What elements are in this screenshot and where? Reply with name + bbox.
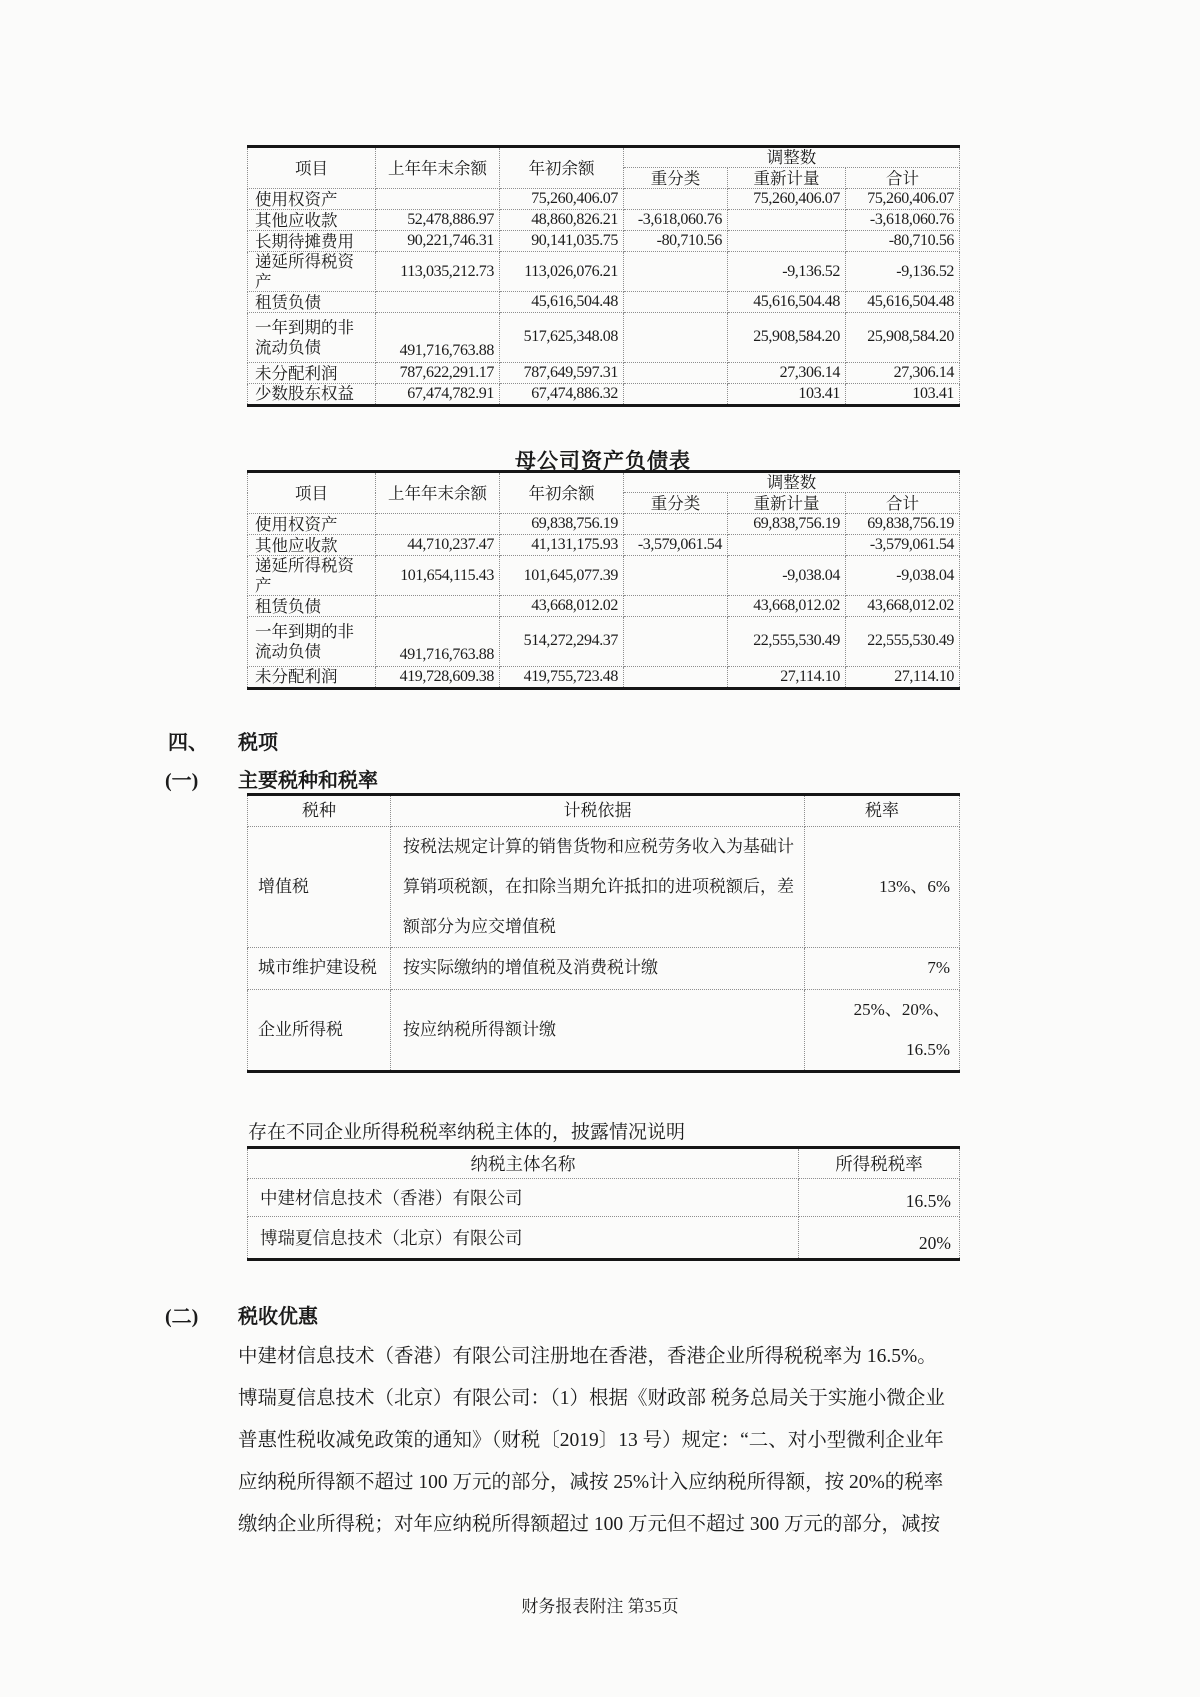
col-header-total: 合计 <box>846 493 960 514</box>
cell-reclassification <box>624 596 728 617</box>
col-header-begin-balance: 年初余额 <box>500 147 624 189</box>
table-row <box>248 1217 960 1260</box>
table-row <box>248 617 960 667</box>
paragraph-line: 缴纳企业所得税；对年应纳税所得额超过 100 万元但不超过 300 万元的部分，减按 <box>238 1514 941 1535</box>
cell-total: 27,306.14 <box>846 363 960 384</box>
subsection-title: 主要税种和税率 <box>238 770 378 792</box>
cell-item: 少数股东权益 <box>248 384 376 405</box>
cell-prev-balance: 113,035,212.73 <box>376 252 500 292</box>
col-header-adjustments: 调整数 <box>624 472 960 493</box>
table-row <box>248 1179 960 1217</box>
table-row <box>248 514 960 535</box>
cell-begin-balance: 517,625,348.08 <box>500 313 624 363</box>
cell-remeasurement: 103.41 <box>728 384 846 405</box>
cell-prev-balance: 101,654,115.43 <box>376 556 500 596</box>
section-number: 四、 <box>168 732 208 754</box>
cell-tax-rate: 13%、6% <box>805 827 960 948</box>
col-header-tax-type: 税种 <box>248 795 391 827</box>
page-footer: 财务报表附注 第35页 <box>521 1597 679 1616</box>
cell-taxpayer-entity: 中建材信息技术（香港）有限公司 <box>248 1179 799 1217</box>
subsection-tax-types-heading <box>165 764 378 793</box>
tax-rate-table <box>247 793 960 1073</box>
col-header-tax-rate: 税率 <box>805 795 960 827</box>
table-row <box>248 667 960 688</box>
cell-item: 租赁负债 <box>248 596 376 617</box>
cell-reclassification <box>624 514 728 535</box>
cell-total: -9,136.52 <box>846 252 960 292</box>
cell-remeasurement: -9,136.52 <box>728 252 846 292</box>
cell-begin-balance: 101,645,077.39 <box>500 556 624 596</box>
subsection-title: 税收优惠 <box>238 1306 318 1328</box>
cell-begin-balance: 45,616,504.48 <box>500 292 624 313</box>
cell-reclassification <box>624 363 728 384</box>
subsection-number: (一) <box>165 770 199 792</box>
cell-total: 43,668,012.02 <box>846 596 960 617</box>
cell-begin-balance: 69,838,756.19 <box>500 514 624 535</box>
cell-prev-balance: 419,728,609.38 <box>376 667 500 688</box>
cell-item: 租赁负债 <box>248 292 376 313</box>
cell-begin-balance: 90,141,035.75 <box>500 231 624 252</box>
cell-total: -9,038.04 <box>846 556 960 596</box>
consolidated-adjustment-table <box>247 145 960 407</box>
taxpayer-rate-table <box>247 1146 960 1261</box>
col-header-tax-basis: 计税依据 <box>391 795 805 827</box>
col-header-item: 项目 <box>248 147 376 189</box>
cell-income-tax-rate: 20% <box>799 1217 960 1260</box>
col-header-prev-balance: 上年年末余额 <box>376 472 500 514</box>
cell-item: 递延所得税资产 <box>248 556 376 596</box>
cell-total: 69,838,756.19 <box>846 514 960 535</box>
tax-incentive-paragraph <box>238 1336 964 1546</box>
table-row <box>248 292 960 313</box>
cell-total: -3,579,061.54 <box>846 535 960 556</box>
cell-tax-basis: 按实际缴纳的增值税及消费税计缴 <box>391 948 805 990</box>
cell-prev-balance <box>376 189 500 210</box>
cell-prev-balance <box>376 514 500 535</box>
table-row <box>248 596 960 617</box>
table-row <box>248 948 960 990</box>
cell-reclassification <box>624 313 728 363</box>
col-header-begin-balance: 年初余额 <box>500 472 624 514</box>
paragraph-line: 博瑞夏信息技术（北京）有限公司：（1）根据《财政部 税务总局关于实施小微企业 <box>238 1388 945 1409</box>
table-row <box>248 535 960 556</box>
cell-reclassification <box>624 384 728 405</box>
cell-begin-balance: 514,272,294.37 <box>500 617 624 667</box>
subsection-number: (二) <box>165 1306 199 1328</box>
cell-prev-balance: 67,474,782.91 <box>376 384 500 405</box>
table-row <box>248 313 960 363</box>
cell-prev-balance: 491,716,763.88 <box>376 617 500 667</box>
table-row <box>248 827 960 948</box>
cell-reclassification <box>624 617 728 667</box>
col-header-remeasurement: 重新计量 <box>728 168 846 189</box>
table-header-row <box>248 472 960 493</box>
cell-total: 103.41 <box>846 384 960 405</box>
disclosure-note: 存在不同企业所得税税率纳税主体的，披露情况说明 <box>248 1122 686 1143</box>
cell-prev-balance <box>376 292 500 313</box>
cell-tax-basis: 按应纳税所得额计缴 <box>391 990 805 1072</box>
table-row <box>248 363 960 384</box>
col-header-item: 项目 <box>248 472 376 514</box>
cell-reclassification <box>624 667 728 688</box>
table-row <box>248 556 960 596</box>
paragraph-line: 应纳税所得额不超过 100 万元的部分，减按 25%计入应纳税所得额，按 20%的税率 <box>238 1472 944 1493</box>
cell-prev-balance: 787,622,291.17 <box>376 363 500 384</box>
parent-adjustment-table <box>247 470 960 690</box>
cell-total: -80,710.56 <box>846 231 960 252</box>
cell-tax-rate: 7% <box>805 948 960 990</box>
cell-item: 一年到期的非流动负债 <box>248 617 376 667</box>
parent-balance-sheet-title: 母公司资产负债表 <box>515 449 691 473</box>
cell-total: 22,555,530.49 <box>846 617 960 667</box>
cell-remeasurement: 45,616,504.48 <box>728 292 846 313</box>
cell-prev-balance: 44,710,237.47 <box>376 535 500 556</box>
cell-prev-balance <box>376 596 500 617</box>
table-header-row <box>248 795 960 827</box>
cell-tax-type: 增值税 <box>248 827 391 948</box>
paragraph-line: 中建材信息技术（香港）有限公司注册地在香港，香港企业所得税税率为 16.5%。 <box>238 1346 937 1367</box>
cell-total: 25,908,584.20 <box>846 313 960 363</box>
table-header-row <box>248 147 960 168</box>
table-row <box>248 231 960 252</box>
section-title: 税项 <box>238 732 278 754</box>
cell-tax-rate <box>805 990 960 1072</box>
col-header-total: 合计 <box>846 168 960 189</box>
cell-begin-balance: 41,131,175.93 <box>500 535 624 556</box>
cell-tax-basis: 按税法规定计算的销售货物和应税劳务收入为基础计算销项税额，在扣除当期允许抵扣的进项税额后，差额部分为应交增值税 <box>391 827 805 948</box>
cell-prev-balance: 491,716,763.88 <box>376 313 500 363</box>
table-row <box>248 189 960 210</box>
col-header-adjustments: 调整数 <box>624 147 960 168</box>
cell-begin-balance: 113,026,076.21 <box>500 252 624 292</box>
col-header-income-tax-rate: 所得税税率 <box>799 1148 960 1179</box>
cell-reclassification <box>624 189 728 210</box>
cell-total: 75,260,406.07 <box>846 189 960 210</box>
cell-item: 其他应收款 <box>248 210 376 231</box>
cell-item: 使用权资产 <box>248 189 376 210</box>
cell-remeasurement: 27,114.10 <box>728 667 846 688</box>
subsection-tax-incentive-heading <box>165 1300 318 1329</box>
cell-begin-balance: 75,260,406.07 <box>500 189 624 210</box>
section-tax-heading <box>168 726 278 755</box>
col-header-reclassification: 重分类 <box>624 168 728 189</box>
paragraph-line: 普惠性税收减免政策的通知》（财税〔2019〕13 号）规定：“二、对小型微利企业年 <box>238 1430 944 1451</box>
cell-reclassification <box>624 252 728 292</box>
col-header-taxpayer-entity: 纳税主体名称 <box>248 1148 799 1179</box>
cell-remeasurement: 69,838,756.19 <box>728 514 846 535</box>
cell-item: 递延所得税资产 <box>248 252 376 292</box>
cell-remeasurement <box>728 231 846 252</box>
cell-remeasurement: 43,668,012.02 <box>728 596 846 617</box>
cell-reclassification: -80,710.56 <box>624 231 728 252</box>
cell-item: 未分配利润 <box>248 667 376 688</box>
cell-item: 一年到期的非流动负债 <box>248 313 376 363</box>
cell-item: 未分配利润 <box>248 363 376 384</box>
cell-item: 其他应收款 <box>248 535 376 556</box>
cell-begin-balance: 787,649,597.31 <box>500 363 624 384</box>
cell-remeasurement <box>728 535 846 556</box>
cell-item: 使用权资产 <box>248 514 376 535</box>
cell-taxpayer-entity: 博瑞夏信息技术（北京）有限公司 <box>248 1217 799 1260</box>
cell-remeasurement <box>728 210 846 231</box>
cell-begin-balance: 67,474,886.32 <box>500 384 624 405</box>
cell-reclassification <box>624 556 728 596</box>
cell-tax-type: 企业所得税 <box>248 990 391 1072</box>
cell-begin-balance: 43,668,012.02 <box>500 596 624 617</box>
cell-tax-type: 城市维护建设税 <box>248 948 391 990</box>
table-row <box>248 252 960 292</box>
col-header-remeasurement: 重新计量 <box>728 493 846 514</box>
cell-reclassification <box>624 292 728 313</box>
col-header-prev-balance: 上年年末余额 <box>376 147 500 189</box>
cell-remeasurement: -9,038.04 <box>728 556 846 596</box>
cell-item: 长期待摊费用 <box>248 231 376 252</box>
cell-prev-balance: 52,478,886.97 <box>376 210 500 231</box>
table-header-row <box>248 1148 960 1179</box>
cell-total: 45,616,504.48 <box>846 292 960 313</box>
cell-remeasurement: 27,306.14 <box>728 363 846 384</box>
table-row <box>248 990 960 1072</box>
cell-reclassification: -3,618,060.76 <box>624 210 728 231</box>
cell-remeasurement: 22,555,530.49 <box>728 617 846 667</box>
cell-remeasurement: 25,908,584.20 <box>728 313 846 363</box>
cell-total: 27,114.10 <box>846 667 960 688</box>
col-header-reclassification: 重分类 <box>624 493 728 514</box>
tax-rate-value: 25%、20%、16.5% <box>853 1000 950 1059</box>
cell-prev-balance: 90,221,746.31 <box>376 231 500 252</box>
cell-total: -3,618,060.76 <box>846 210 960 231</box>
table-row <box>248 210 960 231</box>
cell-remeasurement: 75,260,406.07 <box>728 189 846 210</box>
cell-income-tax-rate: 16.5% <box>799 1179 960 1217</box>
table-row <box>248 384 960 405</box>
cell-reclassification: -3,579,061.54 <box>624 535 728 556</box>
cell-begin-balance: 48,860,826.21 <box>500 210 624 231</box>
cell-begin-balance: 419,755,723.48 <box>500 667 624 688</box>
